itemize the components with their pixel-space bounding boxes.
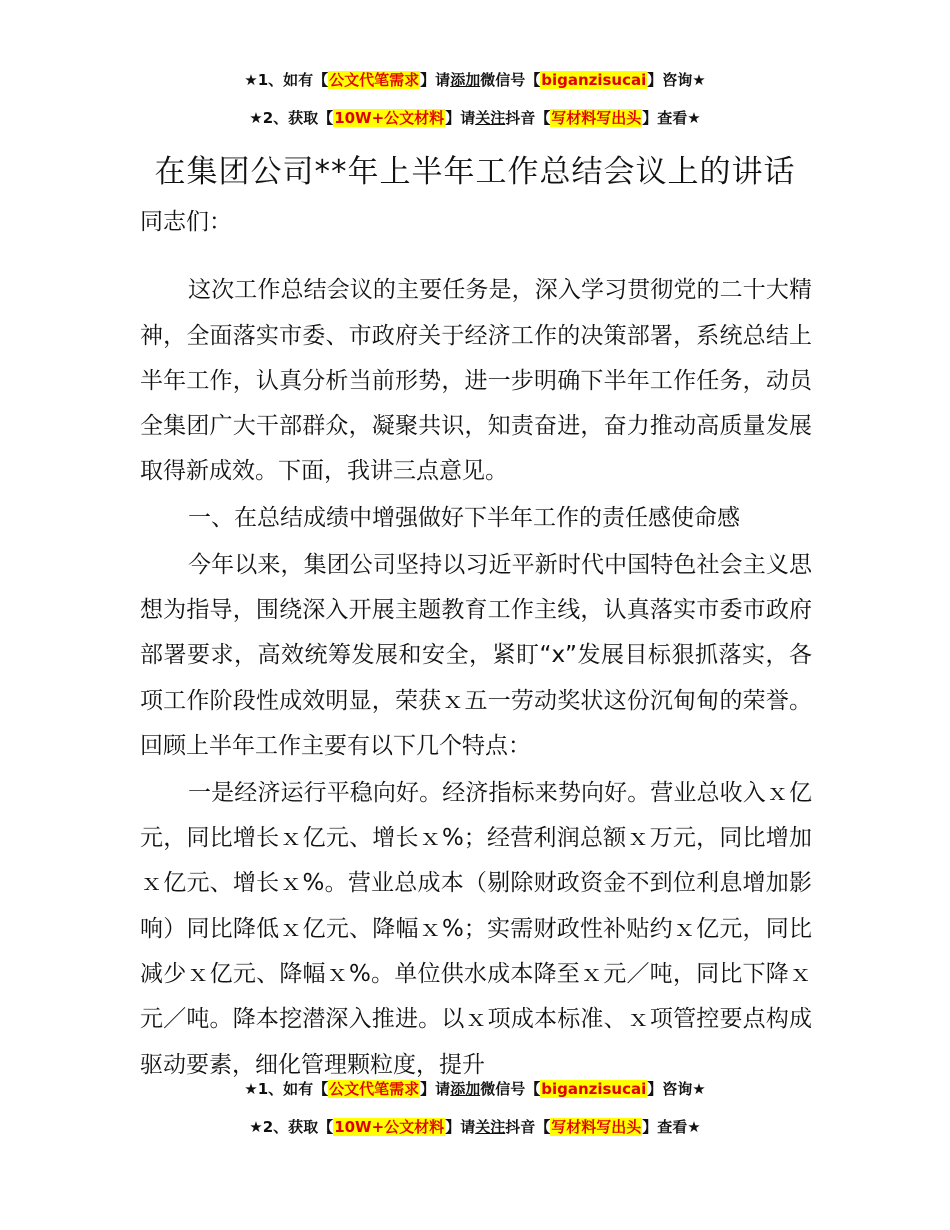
salutation: 同志们： xyxy=(140,209,232,235)
banner-text: 微信号【 xyxy=(480,71,541,89)
banner-text: ★1、如有【 xyxy=(244,1080,329,1098)
underlined-action: 关注 xyxy=(475,1118,506,1136)
section-heading-1: 一、在总结成绩中增强做好下半年工作的责任感使命感 xyxy=(188,505,740,532)
highlight-materials: 10W+公文材料 xyxy=(334,1118,445,1136)
banner-text: 微信号【 xyxy=(480,1080,541,1098)
banner-text: 抖音【 xyxy=(505,109,551,127)
highlight-service: 公文代笔需求 xyxy=(329,71,420,89)
banner-text: 】查看★ xyxy=(642,109,701,127)
highlight-service: 公文代笔需求 xyxy=(329,1080,420,1098)
promo-banner-bottom-line2 xyxy=(0,1116,950,1137)
promo-banner-top-line2 xyxy=(0,107,950,128)
highlight-douyin-account: 写材料写出头 xyxy=(551,109,642,127)
promo-banner-bottom-line1 xyxy=(0,1078,950,1099)
document-title: 在集团公司**年上半年工作总结会议上的讲话 xyxy=(154,154,796,190)
banner-text: 】请 xyxy=(445,1118,476,1136)
banner-text: 】查看★ xyxy=(642,1118,701,1136)
highlight-wechat-id: biganzisucai xyxy=(541,71,647,89)
paragraph-economy: 一是经济运行平稳向好。经济指标来势向好。营业总收入ｘ亿元，同比增长ｘ亿元、增长ｘ%；经营利润总额ｘ万元，同比增加ｘ亿元、增长ｘ%。营业总成本（剔除财政资金不到位利息增加影响）同比降低ｘ亿元、降幅ｘ%；实需财政性补贴约ｘ亿元，同比减少ｘ亿元、降幅ｘ%。单位供水成本降至ｘ元／吨，同比下降ｘ元／吨。降本挖潜深入推进。以ｘ项成本标准、ｘ项管控要点构成驱动要素，细化管理颗粒度，提升 xyxy=(140,779,812,1078)
banner-text: 】咨询★ xyxy=(647,1080,706,1098)
underlined-action: 关注 xyxy=(475,109,506,127)
banner-text: ★2、获取【 xyxy=(249,109,334,127)
highlight-douyin-account: 写材料写出头 xyxy=(551,1118,642,1136)
banner-text: ★2、获取【 xyxy=(249,1118,334,1136)
banner-text: 】请 xyxy=(420,1080,451,1098)
banner-text: 抖音【 xyxy=(505,1118,551,1136)
banner-text: ★1、如有【 xyxy=(244,71,329,89)
underlined-action: 添加 xyxy=(450,71,481,89)
promo-banner-top-line1 xyxy=(0,69,950,90)
banner-text: 】请 xyxy=(420,71,451,89)
banner-text: 】请 xyxy=(445,109,476,127)
highlight-wechat-id: biganzisucai xyxy=(541,1080,647,1098)
underlined-action: 添加 xyxy=(450,1080,481,1098)
highlight-materials: 10W+公文材料 xyxy=(334,109,445,127)
paragraph-intro: 这次工作总结会议的主要任务是，深入学习贯彻党的二十大精神，全面落实市委、市政府关于经济工作的决策部署，系统总结上半年工作，认真分析当前形势，进一步明确下半年工作任务，动员全集团广大干部群众，凝聚共识，知责奋进，奋力推动高质量发展取得新成效。下面，我讲三点意见。 xyxy=(140,277,812,485)
banner-text: 】咨询★ xyxy=(647,71,706,89)
paragraph-overview: 今年以来，集团公司坚持以习近平新时代中国特色社会主义思想为指导，围绕深入开展主题教育工作主线，认真落实市委市政府部署要求，高效统筹发展和安全，紧盯“x”发展目标狠抓落实，各项工作阶段性成效明显，荣获ｘ五一劳动奖状这份沉甸甸的荣誉。回顾上半年工作主要有以下几个特点： xyxy=(140,551,812,760)
document-body xyxy=(140,200,812,1088)
